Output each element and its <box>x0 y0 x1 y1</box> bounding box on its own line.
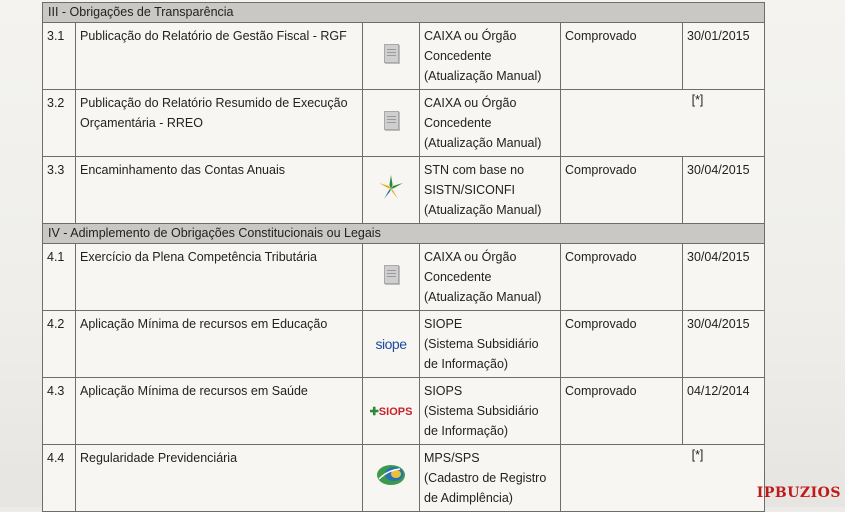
source-icon-cell <box>363 378 420 445</box>
item-description: Encaminhamento das Contas Anuais <box>76 157 363 224</box>
table-row <box>43 157 765 224</box>
document-icon <box>384 111 399 130</box>
table-row <box>43 378 765 445</box>
item-note: [*] <box>691 93 704 107</box>
item-number: 3.2 <box>43 90 76 157</box>
section-title: IV - Adimplemento de Obrigações Constitucionais ou Legais <box>43 224 765 244</box>
source-line: de Adimplência) <box>424 491 513 505</box>
source-line: CAIXA ou Órgão <box>424 250 517 264</box>
item-note-cell <box>561 90 765 157</box>
document-icon <box>384 265 399 284</box>
item-description: Aplicação Mínima de recursos em Saúde <box>76 378 363 445</box>
item-description: Publicação do Relatório de Gestão Fiscal - RGF <box>76 23 363 90</box>
siops-logo-text: SIOPS <box>378 405 413 418</box>
table-row <box>43 445 765 512</box>
obligations-table <box>42 2 765 512</box>
source-line: MPS/SPS <box>424 451 480 465</box>
item-date: 30/04/2015 <box>683 157 765 224</box>
item-note-cell <box>561 445 765 512</box>
item-note: [*] <box>691 448 704 462</box>
source-icon-cell <box>363 311 420 378</box>
item-source <box>420 311 561 378</box>
source-line: (Sistema Subsidiário <box>424 404 539 418</box>
source-line: Concedente <box>424 49 492 63</box>
source-icon-cell <box>363 157 420 224</box>
item-date: 30/04/2015 <box>683 311 765 378</box>
source-line: (Atualização Manual) <box>424 290 542 304</box>
source-line: de Informação) <box>424 357 509 371</box>
source-line: STN com base no <box>424 163 525 177</box>
item-number: 4.2 <box>43 311 76 378</box>
source-icon-cell <box>363 244 420 311</box>
stn-logo-icon <box>376 172 406 202</box>
source-line: SIOPS <box>424 384 463 398</box>
watermark: IPBUZIOS <box>756 485 841 501</box>
item-description: Regularidade Previdenciária <box>76 445 363 512</box>
section-header <box>43 3 765 23</box>
source-line: (Cadastro de Registro <box>424 471 547 485</box>
table-row <box>43 23 765 90</box>
item-status: Comprovado <box>561 23 683 90</box>
section-title: III - Obrigações de Transparência <box>43 3 765 23</box>
table-row <box>43 90 765 157</box>
source-line: de Informação) <box>424 424 509 438</box>
source-icon-cell <box>363 445 420 512</box>
item-status: Comprovado <box>561 378 683 445</box>
siops-logo-icon <box>370 406 413 418</box>
item-number: 4.4 <box>43 445 76 512</box>
item-source <box>420 445 561 512</box>
source-line: CAIXA ou Órgão <box>424 96 517 110</box>
item-number: 3.1 <box>43 23 76 90</box>
source-line: SIOPE <box>424 317 463 331</box>
source-line: (Sistema Subsidiário <box>424 337 539 351</box>
source-icon-cell <box>363 23 420 90</box>
source-line: SISTN/SICONFI <box>424 183 515 197</box>
source-icon-cell <box>363 90 420 157</box>
item-description: Aplicação Mínima de recursos em Educação <box>76 311 363 378</box>
item-number: 3.3 <box>43 157 76 224</box>
item-status: Comprovado <box>561 244 683 311</box>
item-source <box>420 157 561 224</box>
document-icon <box>384 44 399 63</box>
item-number: 4.3 <box>43 378 76 445</box>
table-row <box>43 244 765 311</box>
item-number: 4.1 <box>43 244 76 311</box>
item-date: 30/01/2015 <box>683 23 765 90</box>
section-header <box>43 224 765 244</box>
item-date: 04/12/2014 <box>683 378 765 445</box>
source-line: Concedente <box>424 116 492 130</box>
source-line: (Atualização Manual) <box>424 203 542 217</box>
item-date: 30/04/2015 <box>683 244 765 311</box>
item-source <box>420 90 561 157</box>
source-line: CAIXA ou Órgão <box>424 29 517 43</box>
item-description: Publicação do Relatório Resumido de Execução Orçamentária - RREO <box>76 90 363 157</box>
item-source <box>420 378 561 445</box>
source-line: Concedente <box>424 270 492 284</box>
item-status: Comprovado <box>561 157 683 224</box>
item-source <box>420 23 561 90</box>
item-status: Comprovado <box>561 311 683 378</box>
item-description: Exercício da Plena Competência Tributária <box>76 244 363 311</box>
plus-cross-icon: ✚ <box>369 405 379 418</box>
source-line: (Atualização Manual) <box>424 136 542 150</box>
siope-logo-icon: siope <box>375 335 407 352</box>
mps-logo-icon <box>374 462 408 488</box>
source-line: (Atualização Manual) <box>424 69 542 83</box>
table-row <box>43 311 765 378</box>
item-source <box>420 244 561 311</box>
